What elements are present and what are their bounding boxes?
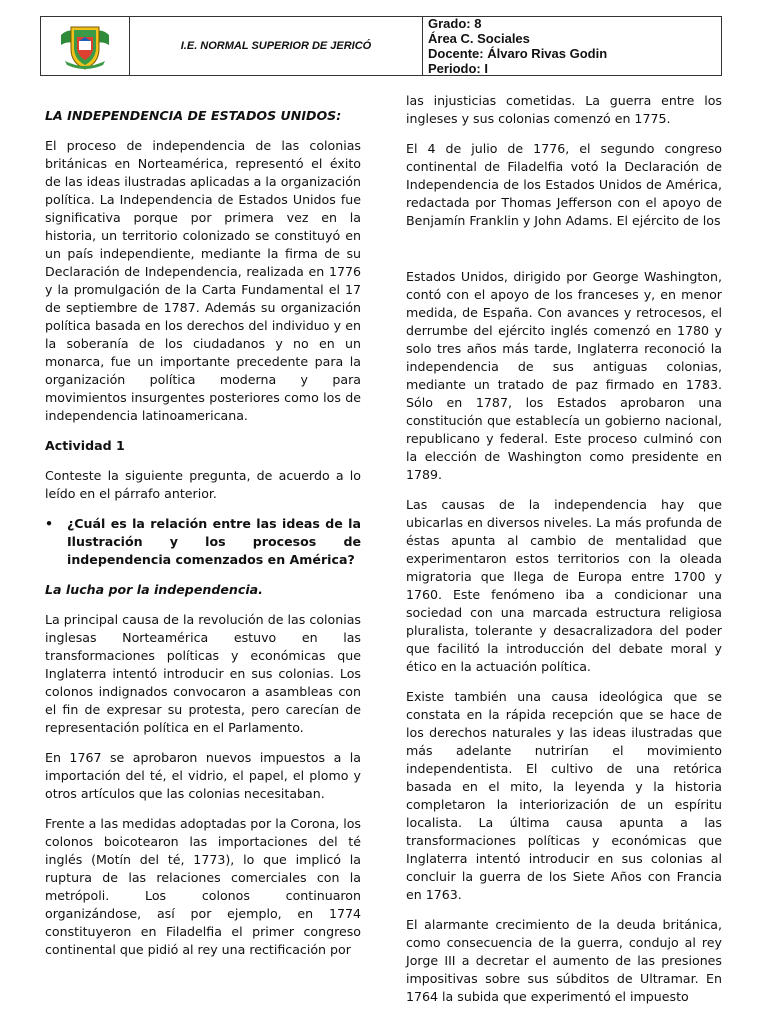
- right-column: [406, 92, 722, 1018]
- paragraph-taxes: En 1767 se aprobaron nuevos impuestos a la importación del té, el vidrio, el papel, el plomo y otros artículos que las colonias necesitaban.: [45, 750, 361, 801]
- activity-heading: Actividad 1: [45, 438, 125, 453]
- intro-paragraph: El proceso de independencia de las colonias británicas en Norteamérica, representó el éxito de las ideas ilustradas aplicadas a la organización política. La Independencia de Estados Unidos fue significativa porque por primera vez en la historia, un territorio colonizado se constituyó en un país independiente, mediante la firma de su Declaración de Independencia, realizada en 1776 y la promulgación de la Carta Fundamental el 17 de septiembre de 1787. Además su organización política basada en los derechos del individuo y en la soberanía de los ciudadanos y no en un monarca, fue un importante precedente para la organización política moderna y para movimientos insurgentes posteriores como los de independencia latinoamericana.: [45, 138, 361, 423]
- section-subtitle: La lucha por la independencia.: [45, 582, 263, 597]
- paragraph-deep-causes: Las causas de la independencia hay que ubicarlas en diversos niveles. La más profunda de éstas apunta al cambio de mentalidad que experimentaron estos territorios con la oleada migratoria que llega de Europa entre 1700 y 1760. Este fenómeno iba a condicionar una sociedad con una marcada estructura religiosa pluralista, tolerante y desacralizadora del poder que facilitó la introducción del debate moral y ético en la actuación política.: [406, 497, 722, 674]
- document-header: [40, 16, 722, 76]
- activity-instruction: Conteste la siguiente pregunta, de acuerdo a lo leído en el párrafo anterior.: [45, 468, 361, 501]
- teacher-label: Docente: Álvaro Rivas Godin: [428, 46, 608, 61]
- paragraph-declaration: El 4 de julio de 1776, el segundo congreso continental de Filadelfia votó la Declaración de Independencia de los Estados Unidos de América, redactada por Thomas Jefferson con el apoyo de Benjamín Franklin y John Adams. El ejército de los: [406, 141, 722, 228]
- left-column: [45, 107, 361, 971]
- school-logo-cell: [41, 17, 130, 75]
- paragraph-boycott: Frente a las medidas adoptadas por la Corona, los colonos boicotearon las importaciones del té inglés (Motín del té, 1773), lo que implicó la ruptura de las relaciones comerciales con la metrópoli. Los colonos continuaron organizándose, así por ejemplo, en 1774 constituyeron en Filadelfia el primer congreso continental que pidió al rey una rectificación por: [45, 816, 361, 957]
- school-name: I.E. NORMAL SUPERIOR DE JERICÓ: [130, 17, 423, 75]
- period-label: Periodo: I: [428, 61, 488, 76]
- school-crest-icon: [57, 21, 113, 71]
- column-gap: [406, 242, 722, 268]
- paragraph-debt: El alarmante crecimiento de la deuda británica, como consecuencia de la guerra, condujo al rey Jorge III a decretar el aumento de las presiones impositivas sobre sus súbditos de Ultramar. En 1764 la subida que experimentó el impuesto: [406, 917, 722, 1004]
- question-item: [45, 515, 361, 569]
- course-info: [423, 17, 721, 75]
- paragraph-causes: La principal causa de la revolución de las colonias inglesas Norteamérica estuvo en las transformaciones políticas y económicas que Inglaterra intentó introducir en sus colonias. Los colonos indignados convocaron a asambleas con el fin de expresar su protesta, pero carecían de representación política en el Parlamento.: [45, 612, 361, 735]
- question-text: ¿Cuál es la relación entre las ideas de la Ilustración y los procesos de independencia comenzados en América?: [67, 516, 361, 567]
- paragraph-war-start: las injusticias cometidas. La guerra entre los ingleses y sus colonias comenzó en 1775.: [406, 93, 722, 126]
- document-title: LA INDEPENDENCIA DE ESTADOS UNIDOS:: [45, 108, 342, 123]
- paragraph-washington: Estados Unidos, dirigido por George Washington, contó con el apoyo de los franceses y, en menor medida, de España. Con avances y retrocesos, el derrumbe del ejército inglés comenzó en 1780 y solo tres años más tarde, Inglaterra reconoció la independencia de sus antiguas colonias, mediante un tratado de paz firmado en 1783. Sólo en 1787, los Estados aprobaron una constitución que establecía un gobierno nacional, republicano y federal. Este proceso culminó con la elección de Washington como presidente en 1789.: [406, 269, 722, 482]
- area-label: Área C. Sociales: [428, 31, 530, 46]
- bullet-icon: •: [45, 516, 54, 531]
- paragraph-ideological-cause: Existe también una causa ideológica que se constata en la rápida recepción que se hace de los derechos naturales y las ideas ilustradas que más adelante nutrirían el movimiento independentista. El cultivo de una retórica basada en el mito, la leyenda y la historia completaron la interiorización de un espíritu localista. La última causa apunta a las transformaciones políticas y económicas que Inglaterra intentó introducir en sus colonias al concluir la guerra de los Siete Años con Francia en 1763.: [406, 689, 722, 902]
- grade-label: Grado: 8: [428, 16, 482, 31]
